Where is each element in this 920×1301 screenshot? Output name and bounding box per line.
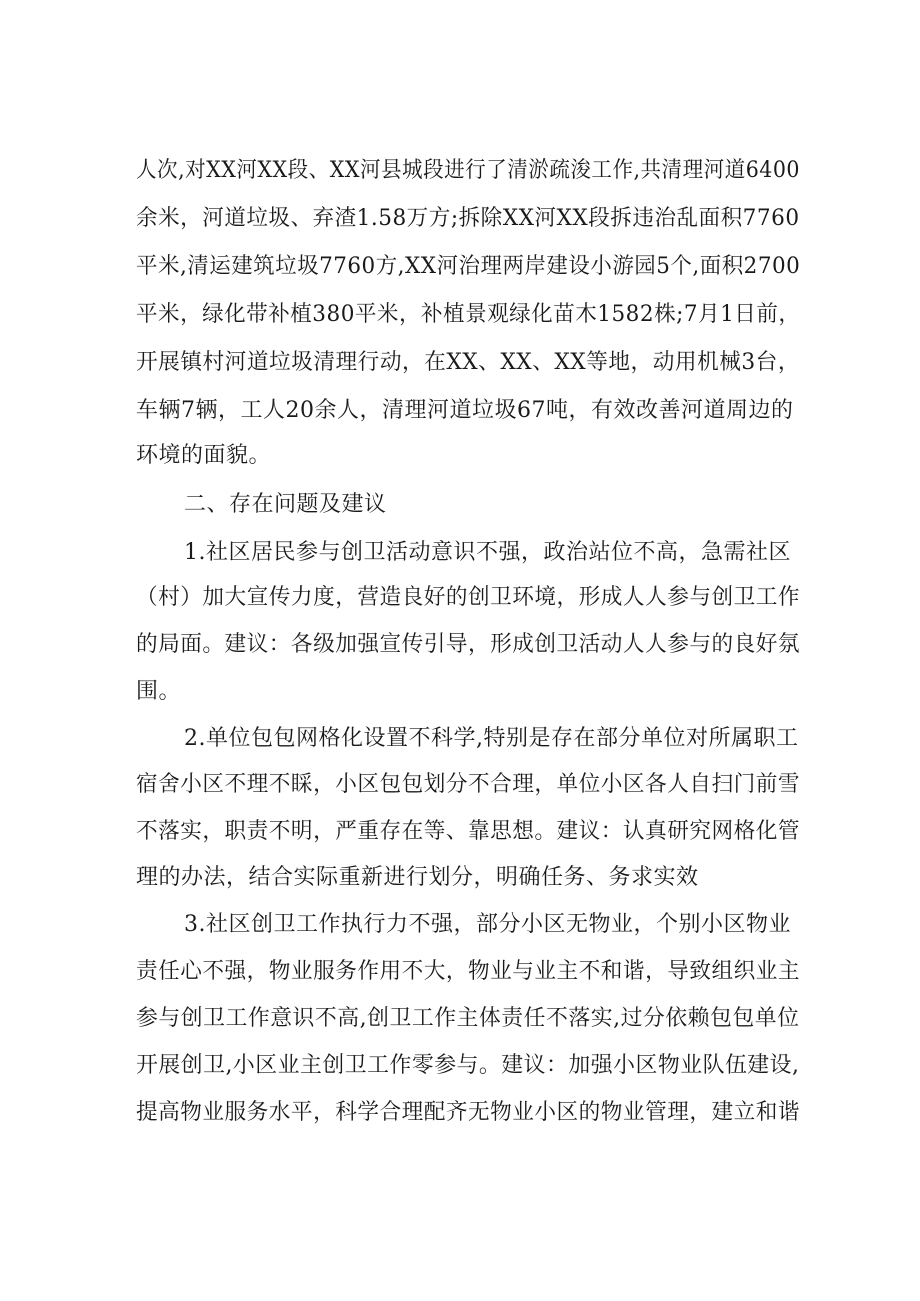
paragraph-line: 围。	[136, 679, 182, 704]
paragraph-line: 环境的面貌。	[136, 443, 272, 468]
paragraph-line: 1.社区居民参与创卫活动意识不强，政治站位不高，急需社区	[184, 540, 791, 565]
paragraph-line: 开展镇村河道垃圾清理行动，在XX、XX、XX等地，动用机械3台，	[136, 350, 801, 375]
paragraph-line: 开展创卫,小区业主创卫工作零参与。建议：加强小区物业队伍建设,	[136, 1053, 800, 1078]
paragraph-line: 3.社区创卫工作执行力不强，部分小区无物业，个别小区物业	[184, 912, 791, 937]
section-heading: 二、存在问题及建议	[184, 492, 387, 517]
paragraph-line: 责任心不强，物业服务作用不大，物业与业主不和谐，导致组织业主	[136, 959, 801, 984]
paragraph-line: 理的办法，结合实际重新进行划分，明确任务、务求实效	[136, 865, 699, 890]
paragraph-line: 不落实，职责不明，严重存在等、靠思想。建议：认真研究网格化管	[136, 819, 801, 844]
paragraph-line: （村）加大宣传力度，营造良好的创卫环境，形成人人参与创卫工作	[136, 585, 801, 610]
paragraph-line: 2.单位包包网格化设置不科学,特别是存在部分单位对所属职工	[184, 726, 799, 751]
paragraph-line: 余米，河道垃圾、弃渣1.58万方;拆除XX河XX段拆违治乱面积7760	[136, 206, 800, 231]
paragraph-line: 车辆7辆，工人20余人，清理河道垃圾67吨，有效改善河道周边的	[136, 398, 794, 423]
paragraph-line: 的局面。建议：各级加强宣传引导，形成创卫活动人人参与的良好氛	[136, 632, 801, 657]
paragraph-line: 平米,清运建筑垃圾7760方,XX河治理两岸建设小游园5个,面积2700	[136, 254, 801, 279]
paragraph-line: 提高物业服务水平，科学合理配齐无物业小区的物业管理，建立和谐	[136, 1100, 801, 1125]
paragraph-line: 人次,对XX河XX段、XX河县城段进行了清淤疏浚工作,共清理河道6400	[136, 158, 800, 183]
paragraph-line: 参与创卫工作意识不高,创卫工作主体责任不落实,过分依赖包包单位	[136, 1006, 800, 1031]
paragraph-line: 平米，绿化带补植380平米，补植景观绿化苗木1582株;7月1日前，	[136, 302, 801, 327]
paragraph-line: 宿舍小区不理不睬，小区包包划分不合理，单位小区各人自扫门前雪	[136, 772, 801, 797]
